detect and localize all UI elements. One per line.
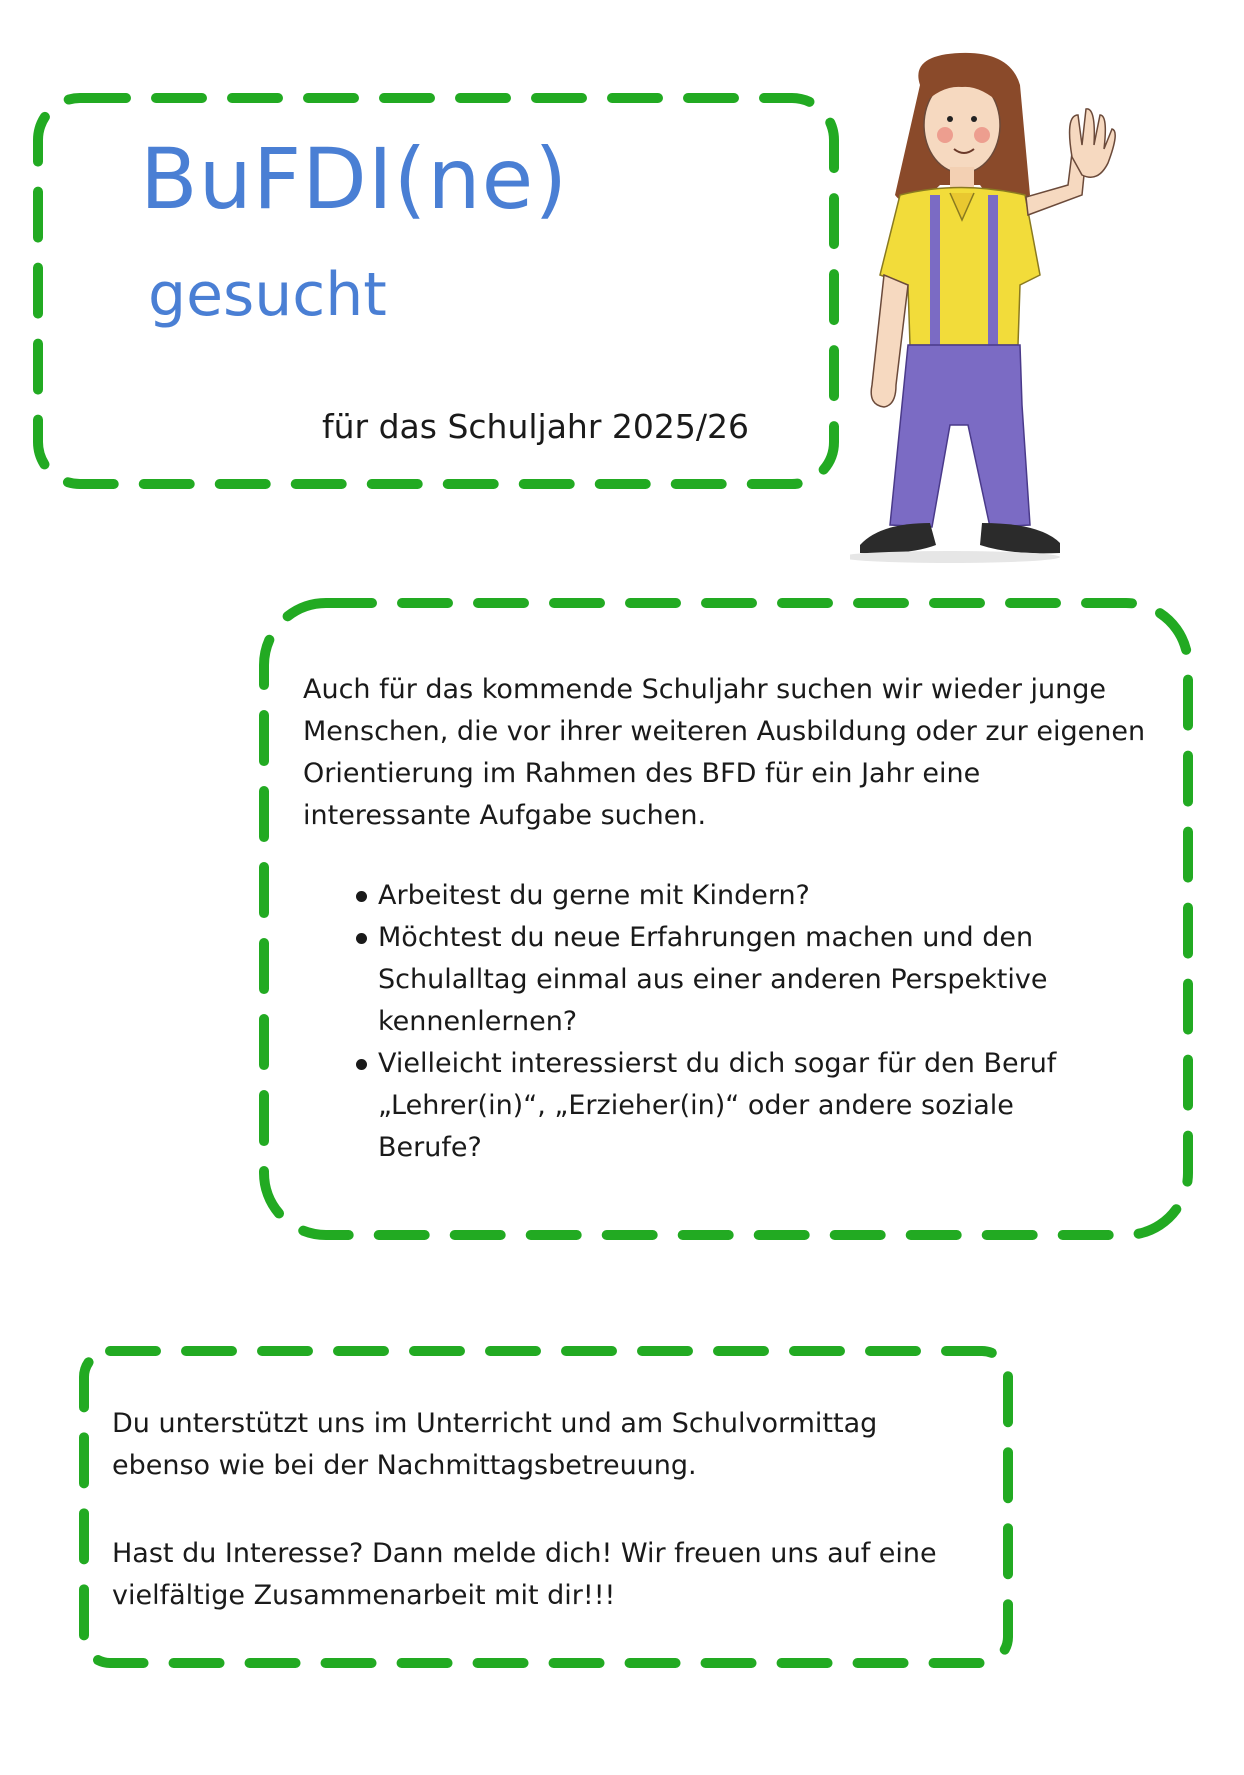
list-item-text: Arbeitest du gerne mit Kindern? [378,880,810,911]
list-item [356,917,1086,1043]
bullet-icon [356,1059,367,1070]
title-box [30,90,842,492]
call-to-action-paragraph: Hast du Interesse? Dann melde dich! Wir freuen uns auf eine vielfältige Zusammenarbeit mit dir!!! [112,1538,937,1611]
list-item [356,875,1086,917]
list-item [356,1043,1086,1169]
school-year-text: für das Schuljahr 2025/26 [322,407,749,446]
question-list [356,875,1086,1169]
contact-box [76,1343,1016,1671]
page-title: BuFDI(ne) [140,130,569,228]
bullet-icon [356,933,367,944]
bullet-icon [356,891,367,902]
support-paragraph: Du unterstützt uns im Unterricht und am Schulvormittag ebenso wie bei der Nachmittagsbetreuung. [112,1408,878,1481]
dashed-frame [76,1343,1016,1671]
page-subtitle: gesucht [148,260,387,330]
list-item-text: Möchtest du neue Erfahrungen machen und den Schulalltag einmal aus einer anderen Perspektive kennenlernen? [378,922,1048,1037]
list-item-text: Vielleicht interessierst du dich sogar für den Beruf „Lehrer(in)“, „Erzieher(in)“ oder andere soziale Berufe? [378,1048,1057,1163]
waving-person-illustration [850,45,1180,605]
info-box [256,595,1196,1243]
intro-paragraph: Auch für das kommende Schuljahr suchen wir wieder junge Menschen, die vor ihrer weiteren Ausbildung oder zur eigenen Orientierung im Rahmen des BFD für ein Jahr eine interessante Aufgabe suchen. [303,674,1146,831]
